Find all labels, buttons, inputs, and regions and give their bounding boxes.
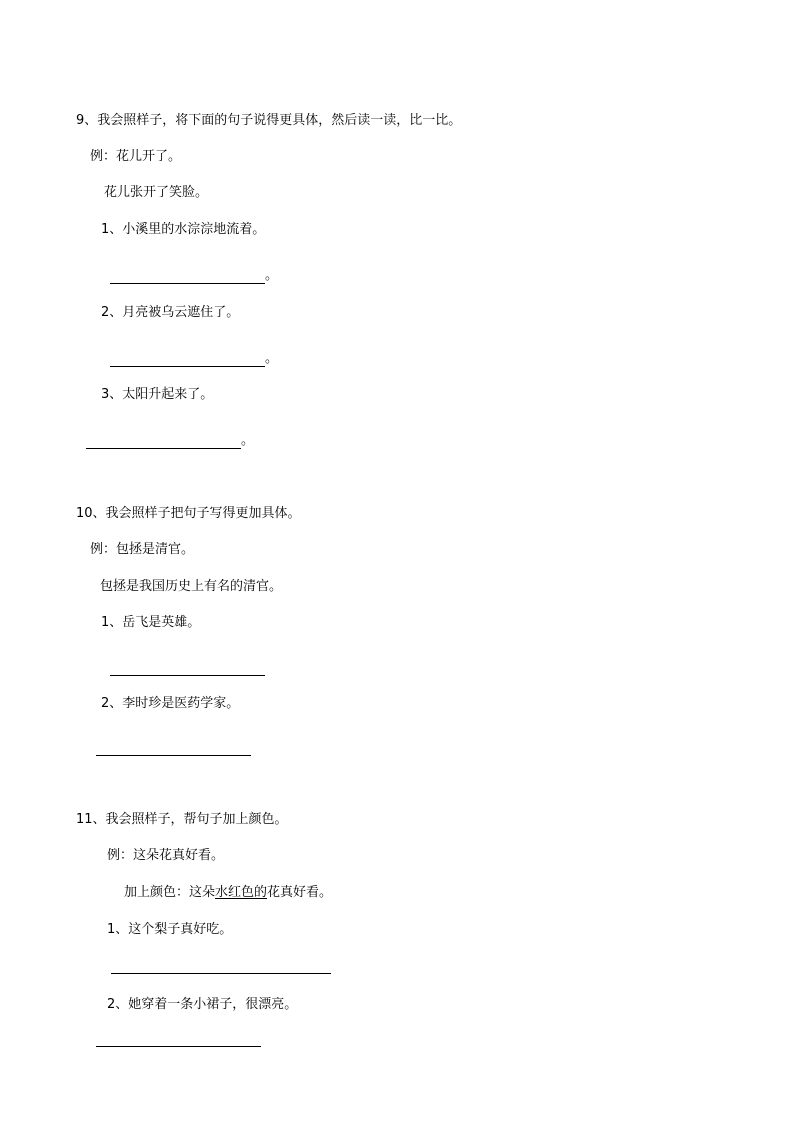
q9-answer-2[interactable]	[110, 351, 278, 367]
q11-example-answer	[124, 885, 332, 901]
q10-answer-1[interactable]	[110, 660, 265, 676]
q11-item-2: 2、她穿着一条小裙子，很漂亮。	[107, 997, 298, 1012]
q9-example-answer: 花儿张开了笑脸。	[104, 185, 209, 200]
q10-item-2: 2、李时珍是医药学家。	[101, 696, 240, 711]
q9-answer-3-period: 。	[241, 433, 255, 448]
q10-item-1: 1、岳飞是英雄。	[101, 615, 201, 630]
q10-answer-2-line[interactable]	[96, 740, 251, 756]
q9-item-3: 3、太阳升起来了。	[101, 387, 214, 402]
q9-example-label: 例：花儿开了。	[90, 149, 182, 164]
q11-answer-2-line[interactable]	[96, 1031, 261, 1047]
q11-answer-1-line[interactable]	[111, 958, 331, 974]
q9-answer-2-period: 。	[265, 351, 279, 366]
q9-answer-2-line[interactable]	[110, 351, 265, 367]
q11-title: 11、我会照样子，帮句子加上颜色。	[76, 812, 288, 827]
q9-answer-3-line[interactable]	[86, 433, 241, 449]
q11-example-answer-suffix: 花真好看。	[267, 885, 333, 900]
q11-example-label: 例：这朵花真好看。	[107, 848, 225, 863]
q9-answer-1-period: 。	[265, 268, 279, 283]
q9-title: 9、我会照样子，将下面的句子说得更具体，然后读一读，比一比。	[76, 113, 462, 128]
q9-answer-1[interactable]	[110, 268, 278, 284]
q11-example-answer-prefix: 加上颜色：这朵	[124, 885, 216, 900]
q10-answer-1-line[interactable]	[110, 660, 265, 676]
q10-example-label: 例：包拯是清官。	[90, 542, 195, 557]
q11-item-1: 1、这个梨子真好吃。	[107, 922, 233, 937]
q10-answer-2[interactable]	[96, 740, 251, 756]
q9-item-1: 1、小溪里的水淙淙地流着。	[101, 222, 266, 237]
q10-title: 10、我会照样子把句子写得更加具体。	[76, 506, 301, 521]
q9-answer-3[interactable]	[86, 433, 254, 449]
q11-answer-1[interactable]	[111, 958, 331, 974]
q11-example-answer-color: 水红色的	[215, 885, 268, 900]
q11-answer-2[interactable]	[96, 1031, 261, 1047]
q10-example-answer: 包拯是我国历史上有名的清官。	[100, 579, 283, 594]
q9-answer-1-line[interactable]	[110, 268, 265, 284]
q9-item-2: 2、月亮被乌云遮住了。	[101, 305, 240, 320]
